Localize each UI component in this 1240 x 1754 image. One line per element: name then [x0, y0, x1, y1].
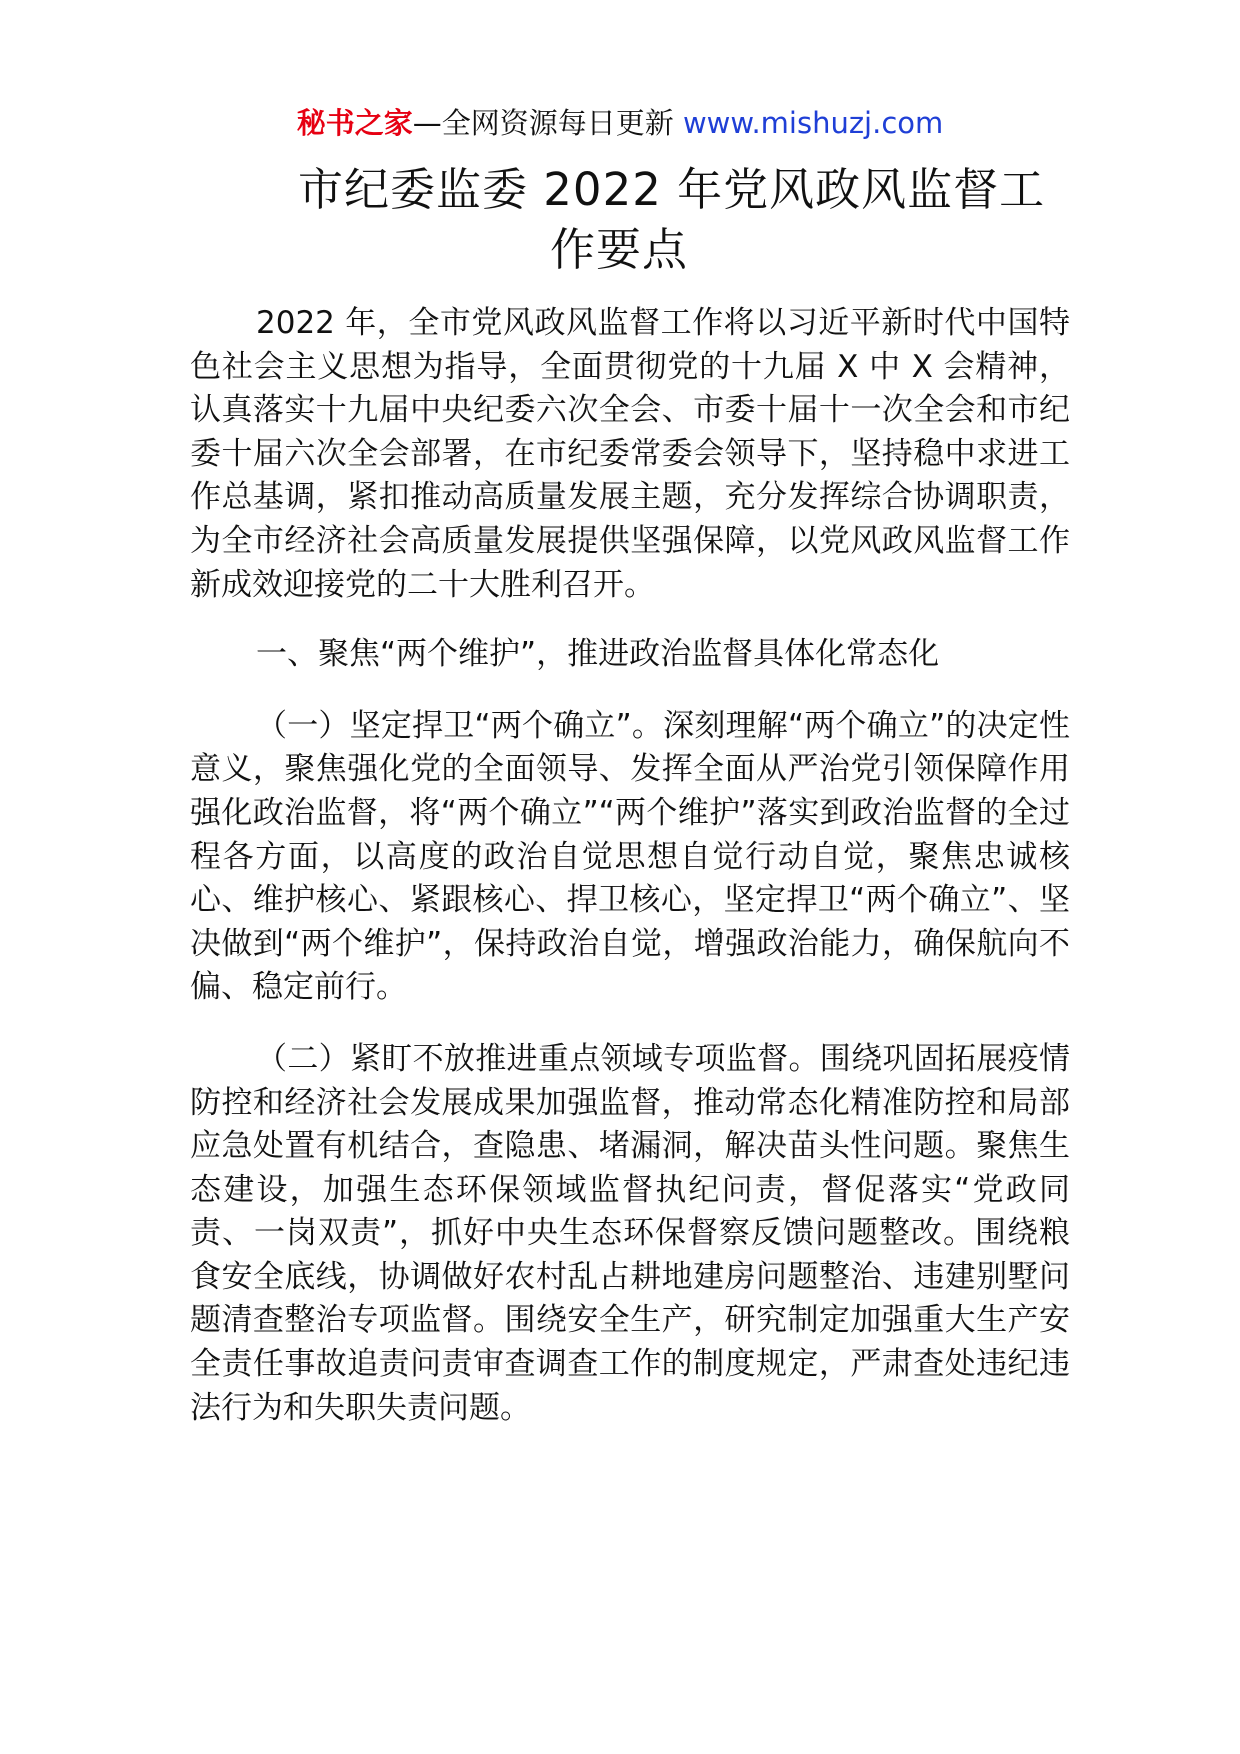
document-title	[298, 160, 1058, 280]
title-line-2: 作要点	[550, 223, 689, 276]
site-header	[0, 102, 1240, 144]
document-body	[190, 302, 1070, 1430]
section-heading-1: 一、聚焦“两个维护”，推进政治监督具体化常态化	[256, 636, 940, 673]
site-slogan: —全网资源每日更新	[412, 106, 674, 140]
title-line-1: 市纪委监委 2022 年党风政风监督工	[298, 163, 1046, 216]
paragraph-item-1: （一）坚定捍卫“两个确立”。深刻理解“两个确立”的决定性意义，聚焦强化党的全面领导、发挥全面从严治党引领保障作用强化政治监督，将“两个确立”“两个维护”落实到政治监督的全过程各方面，以高度的政治自觉思想自觉行动自觉，聚焦忠诚核心、维护核心、紧跟核心、捍卫核心，坚定捍卫“两个确立”、坚决做到“两个维护”，保持政治自觉，增强政治能力，确保航向不偏、稳定前行。	[190, 707, 1070, 1006]
site-url-link[interactable]: www.mishuzj.com	[682, 106, 944, 140]
intro-paragraph: 2022 年，全市党风政风监督工作将以习近平新时代中国特色社会主义思想为指导，全面贯彻党的十九届 X 中 X 会精神，认真落实十九届中央纪委六次全会、市委十届十一次全会和市纪委十届六次全会部署，在市纪委常委会领导下，坚持稳中求进工作总基调，紧扣推动高质量发展主题，充分发挥综合协调职责，为全市经济社会高质量发展提供坚强保障，以党风政风监督工作新成效迎接党的二十大胜利召开。	[190, 305, 1070, 603]
site-brand: 秘书之家	[296, 106, 413, 140]
paragraph-item-2: （二）紧盯不放推进重点领域专项监督。围绕巩固拓展疫情防控和经济社会发展成果加强监督，推动常态化精准防控和局部应急处置有机结合，查隐患、堵漏洞，解决苗头性问题。聚焦生态建设，加强生态环保领域监督执纪问责，督促落实“党政同责、一岗双责”，抓好中央生态环保督察反馈问题整改。围绕粮食安全底线，协调做好农村乱占耕地建房问题整治、违建别墅问题清查整治专项监督。围绕安全生产，研究制定加强重大生产安全责任事故追责问责审查调查工作的制度规定，严肃查处违纪违法行为和失职失责问题。	[190, 1040, 1070, 1426]
